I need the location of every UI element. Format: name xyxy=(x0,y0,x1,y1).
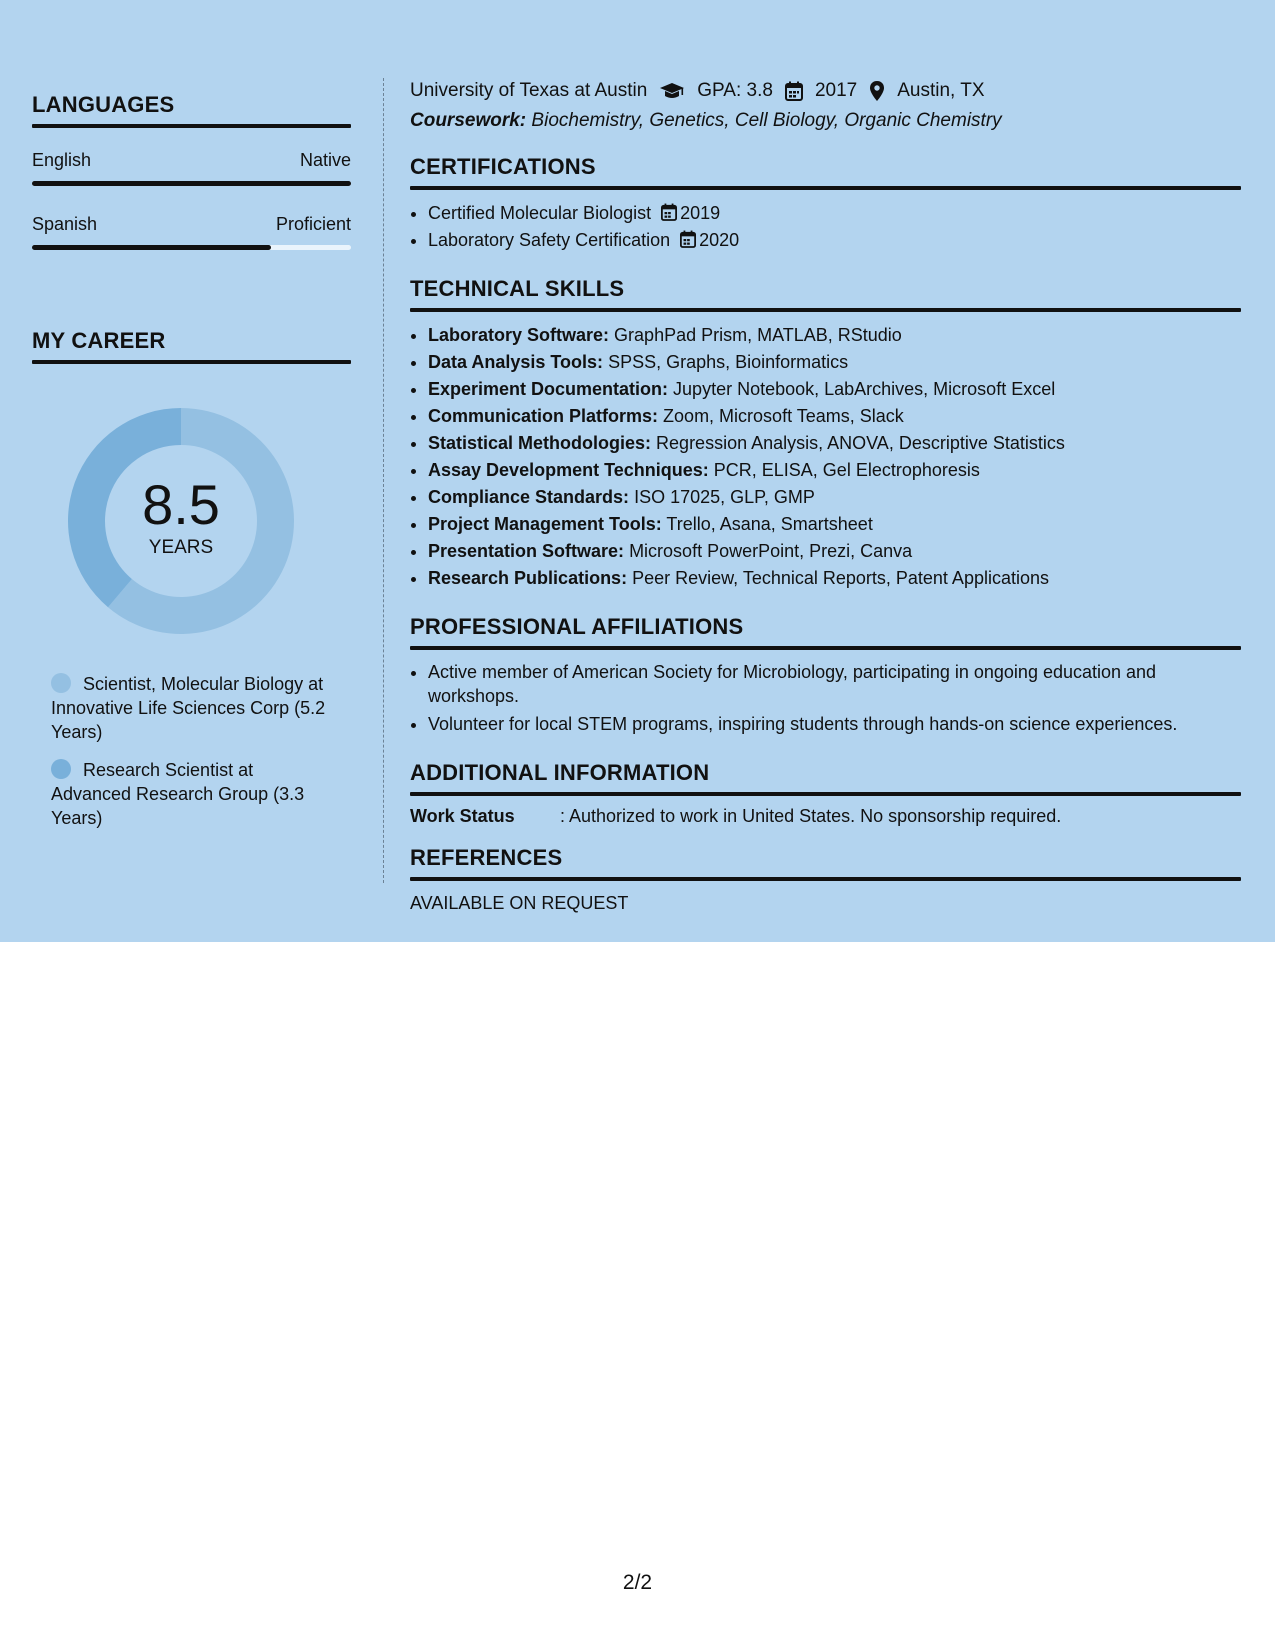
skill-label: Project Management Tools: xyxy=(428,514,662,534)
skill-label: Experiment Documentation: xyxy=(428,379,669,399)
skill-item xyxy=(428,538,1241,565)
affiliations-list xyxy=(410,660,1241,738)
affiliation-item: • Active member of American Society for Microbiology, participating in ongoing education and workshops. xyxy=(428,660,1241,708)
language-bar-fill xyxy=(32,245,271,250)
skill-value: Regression Analysis, ANOVA, Descriptive Statistics xyxy=(656,433,1065,453)
affiliations-section xyxy=(410,614,1241,738)
career-legend xyxy=(51,672,326,830)
references-section xyxy=(410,845,1241,914)
skill-label: Research Publications: xyxy=(428,568,628,588)
career-donut-chart xyxy=(66,406,296,636)
skill-item xyxy=(428,376,1241,403)
education-school: University of Texas at Austin xyxy=(410,80,648,101)
calendar-icon xyxy=(785,81,803,101)
skill-value: PCR, ELISA, Gel Electrophoresis xyxy=(713,460,980,480)
education-gpa: GPA: 3.8 xyxy=(697,80,773,101)
career-heading: MY CAREER xyxy=(32,328,166,353)
skill-value: Trello, Asana, Smartsheet xyxy=(666,514,873,534)
skill-item xyxy=(428,484,1241,511)
skills-heading: TECHNICAL SKILLS xyxy=(410,276,625,301)
language-bar xyxy=(32,181,351,186)
skill-item xyxy=(428,349,1241,376)
language-name: English xyxy=(32,150,92,170)
additional-info-heading: ADDITIONAL INFORMATION xyxy=(410,760,710,785)
section-rule xyxy=(410,186,1241,190)
references-text: AVAILABLE ON REQUEST xyxy=(410,893,629,913)
section-rule xyxy=(410,877,1241,881)
certification-year: 2019 xyxy=(680,203,721,223)
skills-list xyxy=(410,322,1241,592)
legend-dot-icon xyxy=(51,759,71,779)
language-level: Proficient xyxy=(275,214,351,234)
language-bar xyxy=(32,245,351,250)
education-line xyxy=(410,80,1241,102)
page-number: 2/2 xyxy=(622,1571,653,1594)
right-column xyxy=(410,80,1241,914)
additional-info-section xyxy=(410,760,1241,827)
affiliations-heading: PROFESSIONAL AFFILIATIONS xyxy=(410,614,744,639)
career-total-years: 8.5 xyxy=(142,473,220,536)
certification-item xyxy=(428,227,1241,254)
skill-label: Compliance Standards: xyxy=(428,487,630,507)
coursework-value: Biochemistry, Genetics, Cell Biology, Organic Chemistry xyxy=(531,110,1002,131)
skill-value: GraphPad Prism, MATLAB, RStudio xyxy=(614,325,902,345)
section-rule xyxy=(410,646,1241,650)
column-divider xyxy=(383,78,384,883)
skill-label: Presentation Software: xyxy=(428,541,625,561)
education-coursework xyxy=(410,110,1241,132)
skill-label: Statistical Methodologies: xyxy=(428,433,652,453)
certifications-list xyxy=(410,200,1241,254)
skill-label: Assay Development Techniques: xyxy=(428,460,709,480)
skill-value: Peer Review, Technical Reports, Patent Applications xyxy=(632,568,1049,588)
certifications-section xyxy=(410,154,1241,254)
certification-name: Laboratory Safety Certification xyxy=(428,230,671,250)
skill-item xyxy=(428,565,1241,592)
work-status-value: : Authorized to work in United States. No sponsorship required. xyxy=(560,806,1062,826)
skill-item xyxy=(428,322,1241,349)
language-english xyxy=(32,150,351,186)
career-total-unit: YEARS xyxy=(148,537,214,558)
skill-item xyxy=(428,511,1241,538)
certification-item xyxy=(428,200,1241,227)
certifications-heading: CERTIFICATIONS xyxy=(410,154,596,179)
legend-dot-icon xyxy=(51,673,71,693)
languages-heading: LANGUAGES xyxy=(32,92,175,117)
skill-label: Data Analysis Tools: xyxy=(428,352,604,372)
language-level: Native xyxy=(299,150,351,170)
section-rule xyxy=(410,308,1241,312)
certification-name: Certified Molecular Biologist xyxy=(428,203,652,223)
left-column xyxy=(32,92,351,844)
language-name: Spanish xyxy=(32,214,98,234)
map-pin-icon xyxy=(869,80,885,102)
coursework-label: Coursework: xyxy=(410,110,527,131)
certification-year: 2020 xyxy=(699,230,740,250)
section-rule xyxy=(32,360,351,364)
skill-item xyxy=(428,403,1241,430)
skill-label: Communication Platforms: xyxy=(428,406,659,426)
education-year: 2017 xyxy=(814,80,858,101)
career-legend-item xyxy=(51,758,326,830)
calendar-icon xyxy=(661,203,677,221)
skill-value: Zoom, Microsoft Teams, Slack xyxy=(663,406,904,426)
career-role-label: Research Scientist at Advanced Research Group (3.3 Years) xyxy=(51,760,305,828)
work-status-row xyxy=(410,806,1241,827)
skill-value: Jupyter Notebook, LabArchives, Microsoft Excel xyxy=(673,379,1056,399)
references-heading: REFERENCES xyxy=(410,845,563,870)
skill-label: Laboratory Software: xyxy=(428,325,610,345)
section-rule xyxy=(410,792,1241,796)
skills-section xyxy=(410,276,1241,592)
career-role-label: Scientist, Molecular Biology at Innovative Life Sciences Corp (5.2 Years) xyxy=(51,674,326,742)
calendar-icon xyxy=(680,230,696,248)
skill-value: Microsoft PowerPoint, Prezi, Canva xyxy=(629,541,913,561)
career-legend-item xyxy=(51,672,326,744)
skill-value: ISO 17025, GLP, GMP xyxy=(634,487,815,507)
skill-value: SPSS, Graphs, Bioinformatics xyxy=(608,352,849,372)
skill-item xyxy=(428,430,1241,457)
section-rule xyxy=(32,124,351,128)
language-spanish xyxy=(32,214,351,250)
work-status-label: Work Status xyxy=(410,806,515,826)
affiliation-item: • Volunteer for local STEM programs, inspiring students through hands-on science experiences. xyxy=(428,711,1241,738)
language-bar-fill xyxy=(32,181,351,186)
education-location: Austin, TX xyxy=(897,80,985,101)
graduation-cap-icon xyxy=(659,81,685,101)
skill-item xyxy=(428,457,1241,484)
